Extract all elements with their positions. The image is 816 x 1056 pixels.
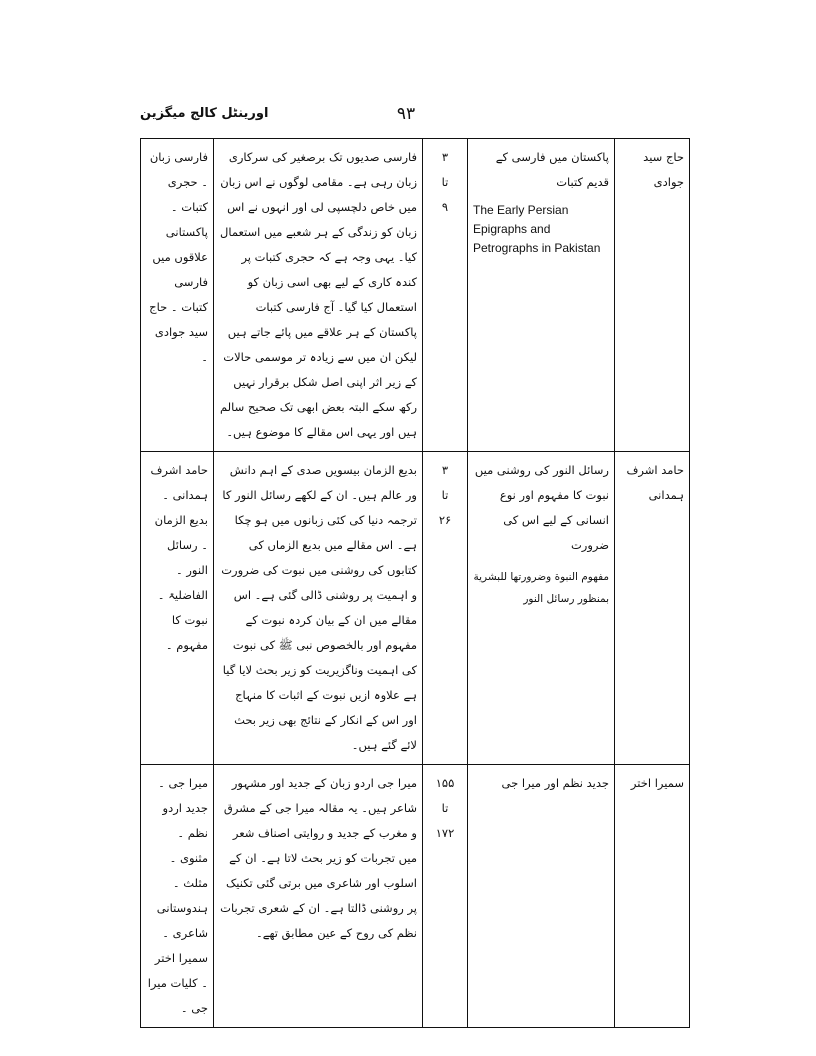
title-english: The Early Persian Epigraphs and Petrographs in Pakistan — [473, 203, 601, 255]
title-urdu: جدید نظم اور میرا جی — [501, 776, 609, 790]
title-arabic: مفهوم النبوة وضرورتها للبشرية بمنظور رسائل النور — [473, 571, 609, 605]
pages-separator: تا — [441, 175, 449, 189]
article-index-table — [140, 138, 690, 1028]
page-header — [140, 104, 672, 134]
title-urdu: پاکستان میں فارسی کے قدیم کتبات — [495, 150, 609, 189]
pages-start: ۳ — [441, 463, 449, 477]
journal-title: اورینٹل کالج میگزین — [140, 106, 269, 121]
summary-cell — [214, 139, 423, 452]
pages-cell — [423, 139, 468, 452]
pages-end: ۱۷۲ — [435, 826, 455, 840]
summary-cell — [214, 452, 423, 765]
pages-end: ۹ — [441, 200, 449, 214]
title-cell — [468, 765, 615, 1028]
author-name: حاج سید جوادی — [643, 150, 684, 189]
author-name: حامد اشرف ہمدانی — [626, 463, 684, 502]
keywords-cell — [141, 139, 214, 452]
pages-cell — [423, 765, 468, 1028]
keywords-cell — [141, 765, 214, 1028]
keywords-text: حامد اشرف ہمدانی ۔ بدیع الزمان ۔ رسائل النور ۔ الفاضلیۃ ۔ نبوت کا مفہوم ۔ — [150, 463, 208, 652]
pages-cell — [423, 452, 468, 765]
table-row — [141, 139, 690, 452]
author-cell — [615, 139, 690, 452]
title-cell — [468, 452, 615, 765]
pages-separator: تا — [441, 801, 449, 815]
keywords-text: میرا جی ۔ جدید اردو نظم ۔ مثنوی ۔ مثلث ۔ ہندوستانی شاعری ۔ سمیرا اختر ۔ کلیات میرا جی ۔ — [147, 776, 208, 1015]
pages-start: ۳ — [441, 150, 449, 164]
pages-separator: تا — [441, 488, 449, 502]
table-row — [141, 452, 690, 765]
author-cell — [615, 452, 690, 765]
summary-text: میرا جی اردو زبان کے جدید اور مشہور شاعر ہیں۔ یہ مقالہ میرا جی کے مشرق و مغرب کے جدید و روایتی اصناف شعر میں تجربات کو زیر بحث لاتا ہے۔ ان کے اسلوب اور شاعری میں برتی گئی تکنیک پر روشنی ڈالتا ہے۔ ان کے شعری تجربات نظم کی روح کے عین مطابق تھے۔ — [220, 776, 417, 940]
summary-text: فارسی صدیوں تک برصغیر کی سرکاری زبان رہی ہے۔ مقامی لوگوں نے اس زبان میں خاص دلچسپی لی اور انہوں نے اس زبان کو زندگی کے ہر شعبے میں استعمال کیا۔ یہی وجہ ہے کہ حجری کتبات پر کندہ کاری کے لیے بھی اسی زبان کو استعمال کیا گیا۔ آج فارسی کتبات پاکستان کے ہر علاقے میں پائے جاتے ہیں لیکن ان میں سے زیادہ تر موسمی حالات کے زیر اثر اپنی اصل شکل برقرار نہیں رکھ سکے البتہ بعض ابھی تک صحیح سالم ہیں اور یہی اس مقالے کا موضوع ہیں۔ — [220, 150, 417, 439]
keywords-text: فارسی زبان ۔ حجری کتبات ۔ پاکستانی علاقوں میں فارسی کتبات ۔ حاج سید جوادی ۔ — [149, 150, 208, 364]
keywords-cell — [141, 452, 214, 765]
pages-end: ۲۶ — [438, 513, 452, 527]
title-urdu: رسائل النور کی روشنی میں نبوت کا مفہوم اور نوع انسانی کے لیے اس کی ضرورت — [474, 463, 609, 552]
summary-text: بدیع الزمان بیسویں صدی کے اہم دانش ور عالم ہیں۔ ان کے لکھے رسائل النور کا ترجمہ دنیا کی کئی زبانوں میں ہو چکا ہے۔ اس مقالے میں بدیع الزماں کی کتابوں کی روشنی میں نبوت کی ضرورت و اہمیت پر روشنی ڈالی گئی ہے۔ اس مقالے میں ان کے بیان کردہ نبوت کے مفہوم اور بالخصوص نبی ﷺ کی نبوت کی اہمیت وناگزیریت کو زیر بحث لایا گیا ہے علاوہ ازیں نبوت کے اثبات کا منہاج اور اس کے انکار کے نتائج بھی زیر بحث لائے گئے ہیں۔ — [221, 463, 417, 752]
author-name: سمیرا اختر — [630, 776, 684, 790]
pages-start: ۱۵۵ — [435, 776, 455, 790]
page-number: ۹۳ — [396, 104, 416, 124]
title-cell — [468, 139, 615, 452]
summary-cell — [214, 765, 423, 1028]
author-cell — [615, 765, 690, 1028]
table-row — [141, 765, 690, 1028]
